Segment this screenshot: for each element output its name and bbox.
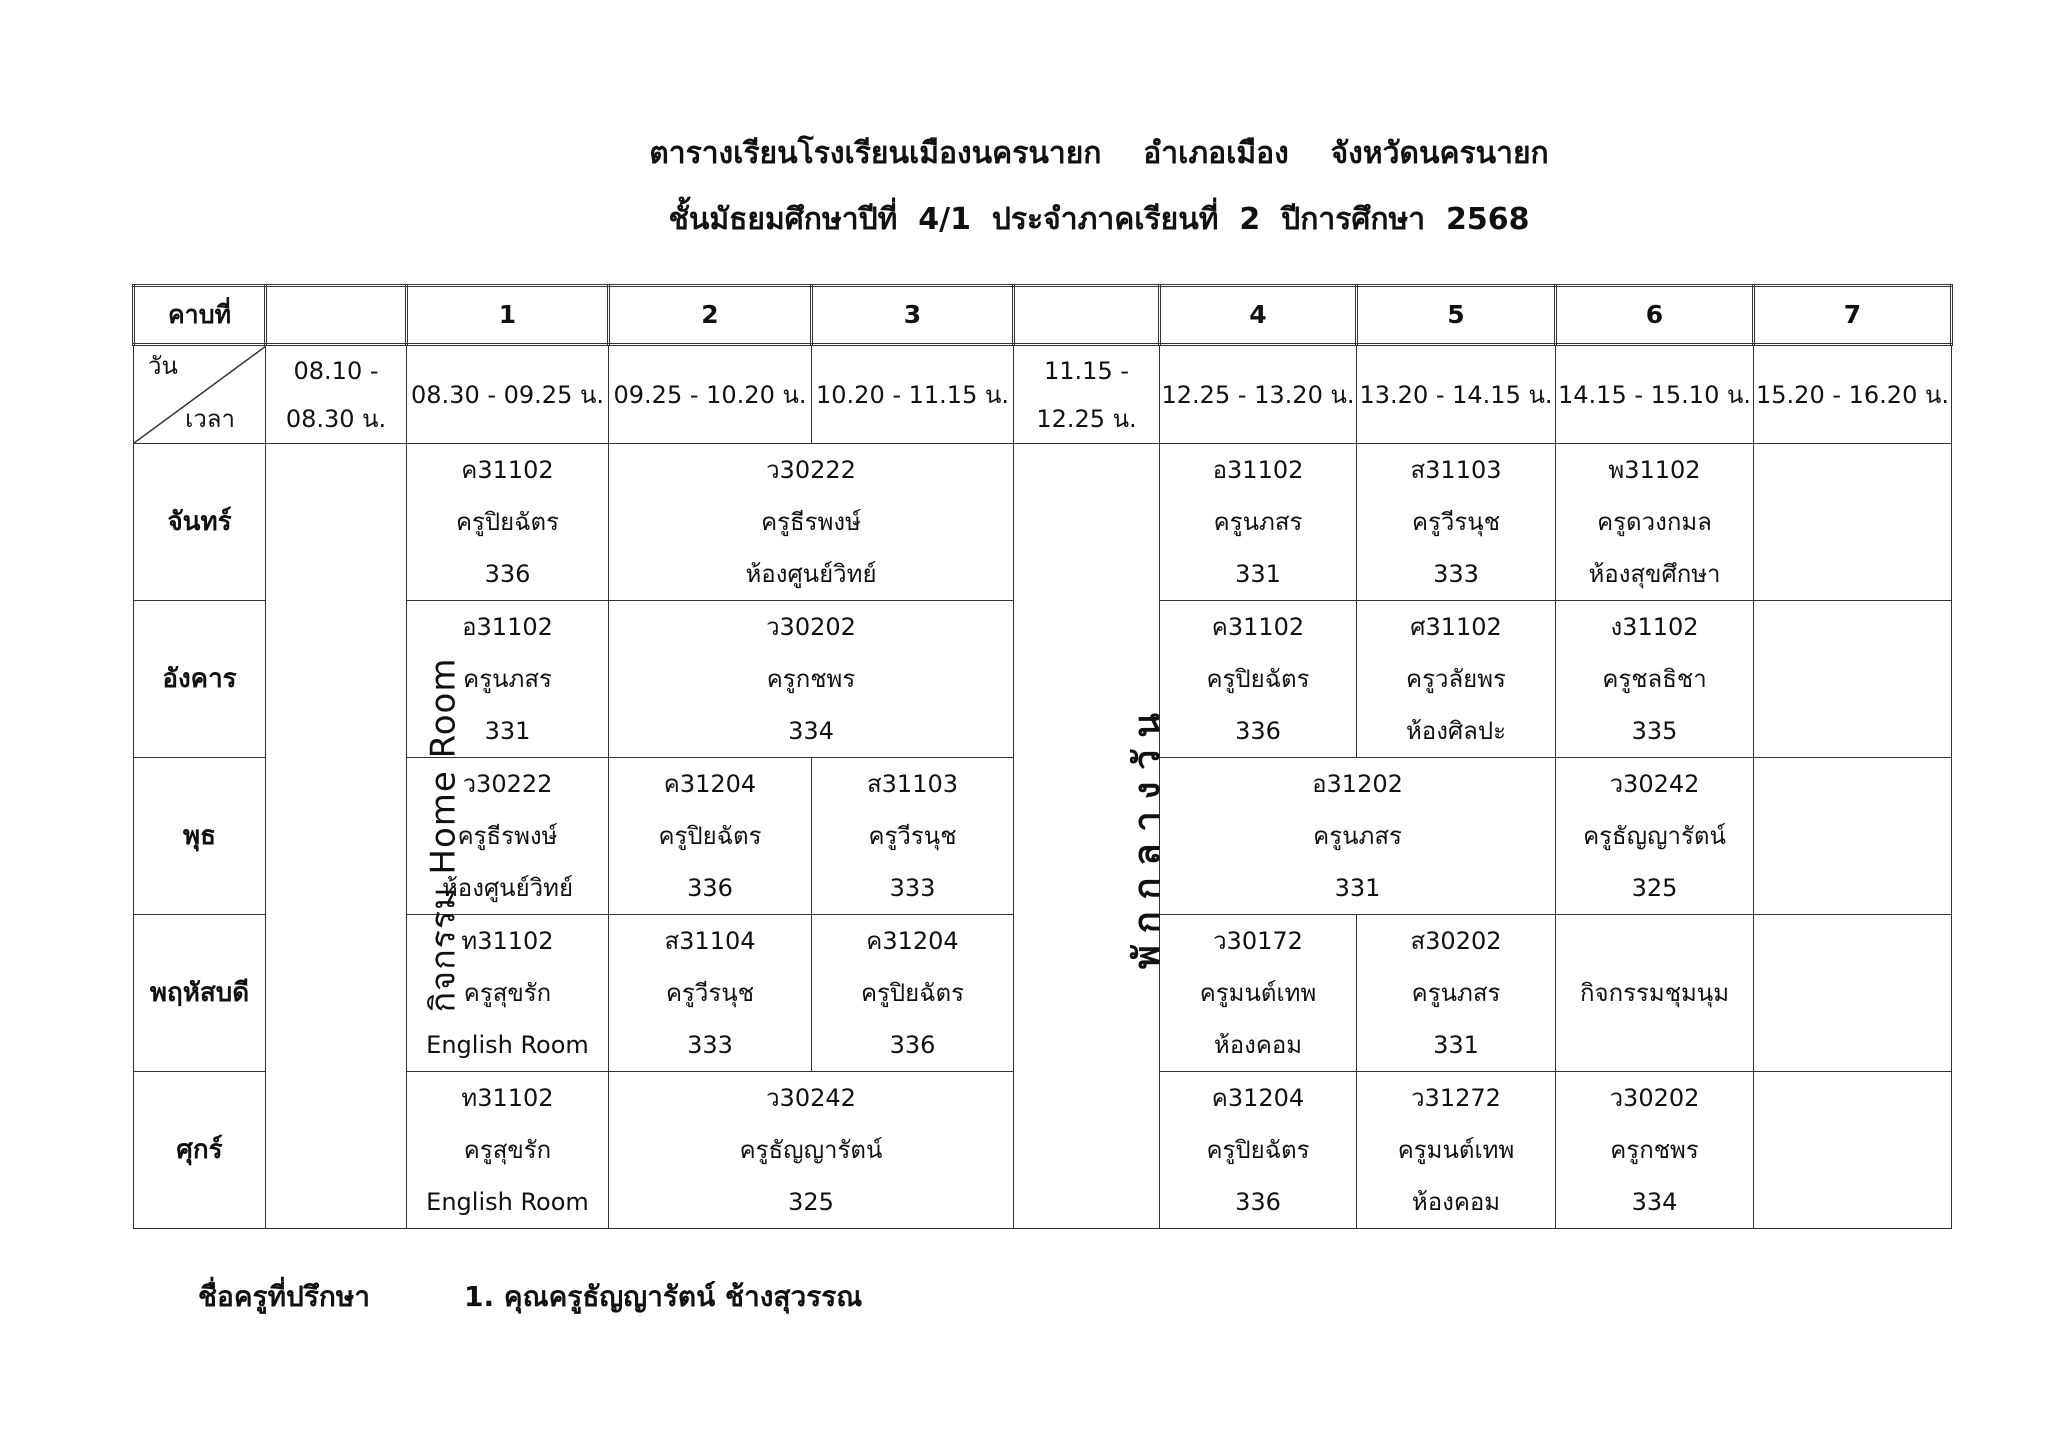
period-number-2: 2 bbox=[609, 286, 812, 345]
period-number-1: 1 bbox=[407, 286, 609, 345]
timetable bbox=[132, 284, 1953, 1229]
teacher-name: ครูมนต์เทพ bbox=[1397, 1136, 1515, 1164]
empty-cell bbox=[1754, 444, 1952, 601]
lunch-break-cell bbox=[1014, 444, 1169, 1229]
room: ห้องศูนย์วิทย์ bbox=[745, 560, 877, 588]
subject-code: ว30242 bbox=[1609, 770, 1700, 798]
class-cell bbox=[1357, 444, 1556, 601]
timetable-title-line2: ชั้นมัธยมศึกษาปีที่ 4/1 ประจำภาคเรียนที่ 2 ปีการศึกษา 2568 bbox=[668, 202, 1530, 237]
teacher-name: ครูปิยฉัตร bbox=[1206, 665, 1310, 693]
subject-code: ส31104 bbox=[664, 927, 756, 955]
class-cell bbox=[1556, 758, 1754, 915]
class-cell bbox=[407, 444, 609, 601]
period-header-row bbox=[134, 286, 1952, 345]
day-corner-label: วัน bbox=[148, 352, 178, 380]
teacher-name: ครูนภสร bbox=[1313, 822, 1402, 850]
period-number-7: 7 bbox=[1754, 286, 1952, 345]
time-corner-label: เวลา bbox=[185, 405, 235, 433]
period-number-6: 6 bbox=[1556, 286, 1754, 345]
room: 336 bbox=[687, 874, 733, 902]
lunch-time-start: 11.15 - bbox=[1044, 356, 1129, 385]
teacher-name: ครูนภสร bbox=[463, 665, 552, 693]
room: 333 bbox=[1433, 560, 1479, 588]
subject-code: อ31102 bbox=[1212, 456, 1304, 484]
empty-cell bbox=[1754, 601, 1952, 758]
subject-code: ส30202 bbox=[1410, 927, 1502, 955]
time-period-7: 15.20 - 16.20 น. bbox=[1754, 345, 1952, 444]
empty-cell bbox=[1754, 915, 1952, 1072]
teacher-name: ครูธัญญารัตน์ bbox=[1583, 822, 1726, 850]
lunch-header-blank bbox=[1014, 286, 1160, 345]
room: 331 bbox=[1334, 874, 1381, 902]
lunch-time bbox=[1014, 345, 1160, 444]
class-cell bbox=[1556, 444, 1754, 601]
teacher-name: ครูกชพร bbox=[1610, 1136, 1699, 1164]
teacher-name: ครูชลธิชา bbox=[1602, 665, 1707, 693]
homeroom-time-start: 08.10 - bbox=[293, 356, 379, 385]
subject-code: ส31103 bbox=[867, 770, 958, 798]
day-row-monday bbox=[134, 444, 1952, 601]
class-cell bbox=[1556, 1072, 1754, 1229]
class-cell bbox=[609, 601, 1014, 758]
room: 336 bbox=[484, 560, 531, 588]
room: 333 bbox=[889, 874, 936, 902]
subject-code: ว30222 bbox=[462, 770, 553, 798]
period-number-3: 3 bbox=[812, 286, 1014, 345]
room: English Room bbox=[426, 1031, 589, 1059]
subject-code: ว31272 bbox=[1411, 1084, 1501, 1112]
class-cell bbox=[1357, 601, 1556, 758]
class-cell bbox=[1160, 758, 1556, 915]
lunch-break-label: พักกลางวัน bbox=[1127, 700, 1169, 969]
teacher-name: ครูวีรนุช bbox=[868, 822, 957, 850]
teacher-name: ครูกชพร bbox=[766, 665, 856, 693]
room: 335 bbox=[1631, 717, 1678, 745]
day-name: พฤหัสบดี bbox=[134, 915, 266, 1072]
day-name: พุธ bbox=[134, 758, 266, 915]
homeroom-activity-cell bbox=[266, 444, 464, 1229]
club-activity-cell: กิจกรรมชุมนุม bbox=[1556, 915, 1754, 1072]
period-label: คาบที่ bbox=[134, 286, 266, 345]
subject-code: ว30222 bbox=[766, 456, 856, 484]
homeroom-time bbox=[266, 345, 407, 444]
time-period-4: 12.25 - 13.20 น. bbox=[1160, 345, 1357, 444]
teacher-name: ครูวีรนุช bbox=[665, 979, 754, 1007]
timetable-title-line1: ตารางเรียนโรงเรียนเมืองนครนายก อำเภอเมือง จังหวัดนครนายก bbox=[649, 136, 1549, 171]
teacher-name: ครูมนต์เทพ bbox=[1199, 979, 1317, 1007]
room: 336 bbox=[1235, 1188, 1281, 1216]
day-name: อังคาร bbox=[134, 601, 266, 758]
room: 334 bbox=[1631, 1188, 1678, 1216]
subject-code: อ31202 bbox=[1312, 770, 1403, 798]
room: ห้องศิลปะ bbox=[1405, 717, 1507, 745]
advisor-name: 1. คุณครูธัญญารัตน์ ช้างสุวรรณ bbox=[464, 1280, 863, 1313]
subject-code: ว30202 bbox=[766, 613, 856, 641]
day-name: จันทร์ bbox=[134, 444, 266, 601]
empty-cell bbox=[1754, 758, 1952, 915]
class-cell bbox=[1160, 444, 1357, 601]
teacher-name: ครูปิยฉัตร bbox=[658, 822, 762, 850]
time-period-6: 14.15 - 15.10 น. bbox=[1556, 345, 1754, 444]
lunch-time-end: 12.25 น. bbox=[1036, 404, 1137, 433]
class-cell bbox=[407, 1072, 609, 1229]
room: 336 bbox=[889, 1031, 936, 1059]
subject-code: ศ31102 bbox=[1410, 613, 1502, 641]
teacher-name: ครูนภสร bbox=[1411, 979, 1501, 1007]
teacher-name: ครูปิยฉัตร bbox=[455, 508, 560, 536]
homeroom-activity-label: กิจกรรม Home Room bbox=[423, 657, 464, 1012]
subject-code: ท31102 bbox=[461, 927, 554, 955]
subject-code: ค31102 bbox=[1211, 613, 1305, 641]
time-row bbox=[134, 345, 1952, 444]
teacher-name: ครูธัญญารัตน์ bbox=[739, 1136, 883, 1164]
class-cell bbox=[812, 915, 1014, 1072]
class-cell bbox=[609, 758, 812, 915]
teacher-name: ครูสุขรัก bbox=[463, 979, 552, 1007]
teacher-name: ครูวลัยพร bbox=[1406, 665, 1506, 693]
class-cell bbox=[1160, 915, 1357, 1072]
subject-code: ค31102 bbox=[461, 456, 554, 484]
subject-code: ท31102 bbox=[461, 1084, 554, 1112]
subject-code: ว30202 bbox=[1609, 1084, 1700, 1112]
teacher-name: ครูธีรพงษ์ bbox=[761, 508, 861, 536]
room: 331 bbox=[1433, 1031, 1479, 1059]
homeroom-header-blank bbox=[266, 286, 407, 345]
subject-code: ส31103 bbox=[1410, 456, 1502, 484]
teacher-name: ครูสุขรัก bbox=[463, 1136, 552, 1164]
day-name: ศุกร์ bbox=[134, 1072, 266, 1229]
room: 331 bbox=[1235, 560, 1281, 588]
period-number-5: 5 bbox=[1357, 286, 1556, 345]
class-cell bbox=[609, 1072, 1014, 1229]
room: ห้องสุขศึกษา bbox=[1588, 560, 1721, 588]
teacher-name: ครูปิยฉัตร bbox=[1206, 1136, 1310, 1164]
room: 334 bbox=[788, 717, 834, 745]
period-number-4: 4 bbox=[1160, 286, 1357, 345]
subject-code: ค31204 bbox=[663, 770, 757, 798]
room: 333 bbox=[687, 1031, 733, 1059]
subject-code: อ31102 bbox=[462, 613, 553, 641]
class-cell bbox=[1160, 601, 1357, 758]
advisor-label: ชื่อครูที่ปรึกษา bbox=[198, 1280, 370, 1313]
empty-cell bbox=[1754, 1072, 1952, 1229]
subject-code: ค31204 bbox=[1211, 1084, 1305, 1112]
time-period-2: 09.25 - 10.20 น. bbox=[609, 345, 812, 444]
class-cell bbox=[1556, 601, 1754, 758]
subject-code: ว30242 bbox=[766, 1084, 856, 1112]
teacher-name: ครูวีรนุช bbox=[1411, 508, 1500, 536]
class-cell bbox=[1357, 1072, 1556, 1229]
class-cell bbox=[1357, 915, 1556, 1072]
time-period-5: 13.20 - 14.15 น. bbox=[1357, 345, 1556, 444]
room: English Room bbox=[426, 1188, 589, 1216]
teacher-name: ครูปิยฉัตร bbox=[860, 979, 965, 1007]
room: ห้องคอม bbox=[1213, 1031, 1303, 1059]
room: 325 bbox=[788, 1188, 834, 1216]
class-cell bbox=[812, 758, 1014, 915]
class-cell bbox=[609, 444, 1014, 601]
teacher-name: ครูธีรพงษ์ bbox=[457, 822, 558, 850]
subject-code: ค31204 bbox=[866, 927, 959, 955]
room: ห้องศูนย์วิทย์ bbox=[441, 874, 573, 902]
room: 325 bbox=[1631, 874, 1678, 902]
teacher-name: ครูนภสร bbox=[1213, 508, 1303, 536]
subject-code: ว30172 bbox=[1213, 927, 1303, 955]
class-cell bbox=[609, 915, 812, 1072]
subject-code: ง31102 bbox=[1610, 613, 1699, 641]
room: 331 bbox=[484, 717, 531, 745]
teacher-name: ครูดวงกมล bbox=[1597, 508, 1712, 536]
day-time-corner bbox=[134, 345, 266, 444]
homeroom-time-end: 08.30 น. bbox=[285, 404, 387, 433]
subject-code: พ31102 bbox=[1608, 456, 1701, 484]
time-period-3: 10.20 - 11.15 น. bbox=[812, 345, 1014, 444]
time-period-1: 08.30 - 09.25 น. bbox=[407, 345, 609, 444]
room: ห้องคอม bbox=[1411, 1188, 1501, 1216]
class-cell bbox=[1160, 1072, 1357, 1229]
room: 336 bbox=[1235, 717, 1281, 745]
